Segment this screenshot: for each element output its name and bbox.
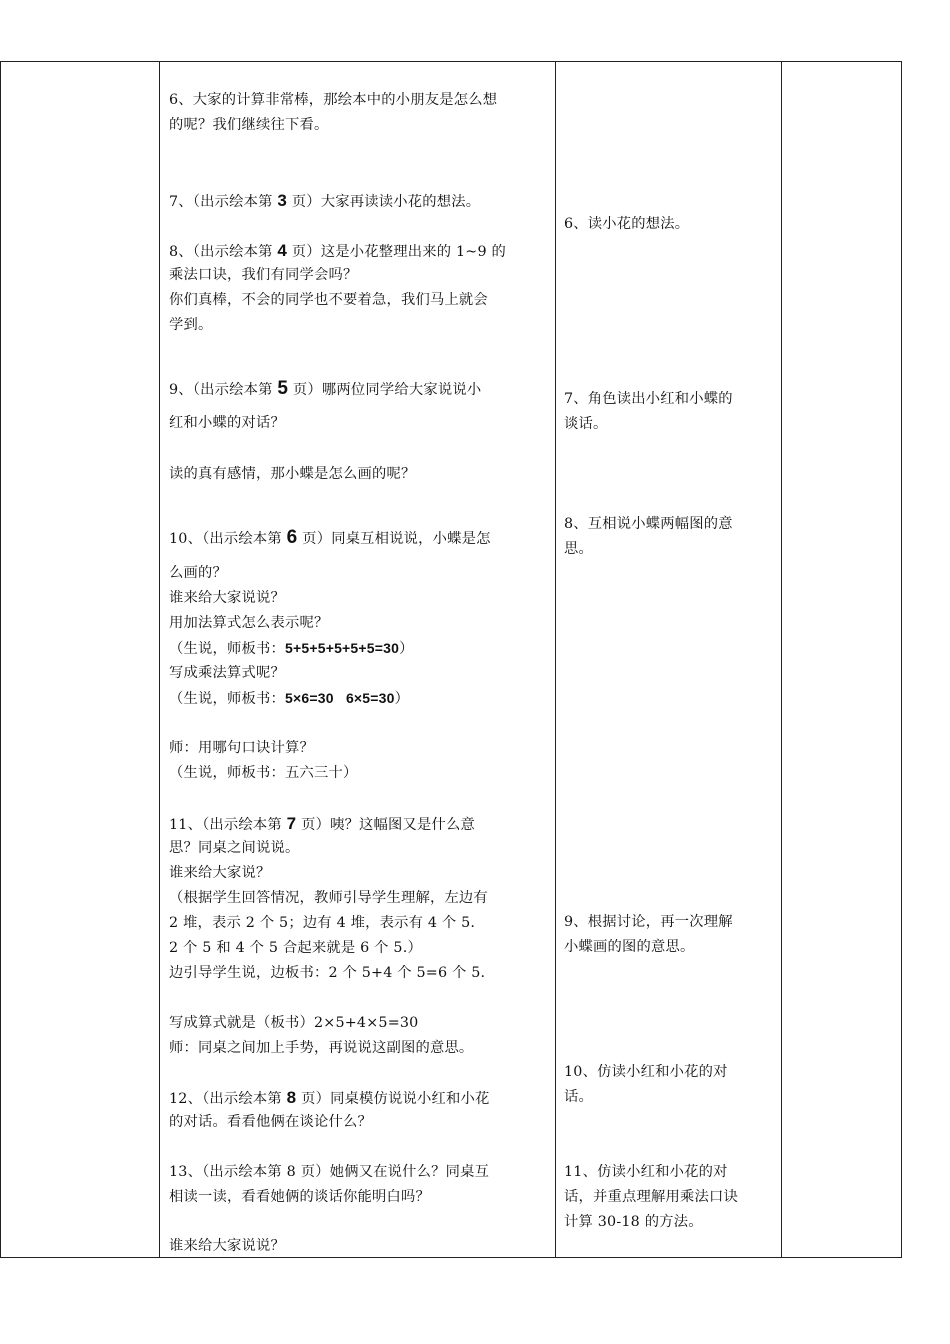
step-12-page-number: 8: [286, 1088, 297, 1107]
step-9-line-3: 读的真有感情，那小蝶是怎么画的呢？: [169, 466, 416, 482]
step-11-line-1: [169, 811, 549, 839]
step-13-line-3: 谁来给大家说说？: [169, 1238, 285, 1254]
step-10-line-5: [169, 636, 549, 663]
table-border-top: [0, 61, 902, 62]
board-note-suffix: ）: [399, 641, 414, 657]
step-9-prefix: 9、（出示绘本第: [169, 382, 278, 398]
step-10-text: 页）同桌互相说说，小蝶是怎: [297, 531, 491, 547]
step-10-line-8: 师：用哪句口诀计算？: [169, 740, 314, 756]
step-11-line-7: 边引导学生说，边板书：2 个 5+4 个 5=6 个 5.: [169, 965, 486, 981]
step-9-line-2: 红和小蝶的对话？: [169, 415, 285, 431]
step-8-page-number: 4: [277, 241, 288, 260]
step-10-line-9: （生说，师板书：五六三十）: [169, 765, 358, 781]
step-8-prefix: 8、（出示绘本第: [169, 244, 278, 260]
step-10-line-7: [169, 686, 549, 713]
student-step-11-line-3: 计算 30-18 的方法。: [564, 1214, 703, 1230]
step-11-line-5: 2 堆，表示 2 个 5；边有 4 堆，表示有 4 个 5.: [169, 915, 476, 931]
step-10-line-4: 用加法算式怎么表示呢？: [169, 615, 329, 631]
step-11-line-8: 写成算式就是（板书）2×5+4×5=30: [169, 1015, 419, 1031]
student-step-8-line-1: 8、互相说小蝶两幅图的意: [564, 516, 733, 532]
step-10-line-1: [169, 525, 549, 553]
table-border-left: [0, 61, 1, 1258]
student-step-6: 6、读小花的想法。: [564, 216, 690, 232]
step-7-page-number: 3: [277, 191, 288, 210]
student-step-11-line-2: 话，并重点理解用乘法口诀: [564, 1189, 738, 1205]
step-12-line-2: 的对话。看看他俩在谈论什么？: [169, 1114, 372, 1130]
step-11-line-4: （根据学生回答情况，教师引导学生理解，左边有: [169, 890, 488, 906]
step-9-page-number: 5: [277, 378, 289, 399]
step-7-text: 页）大家再读读小花的想法。: [287, 194, 481, 210]
student-step-11-line-1: 11、仿读小红和小花的对: [564, 1164, 728, 1180]
step-7-prefix: 7、（出示绘本第: [169, 194, 278, 210]
step-11-line-6: 2 个 5 和 4 个 5 合起来就是 6 个 5.）: [169, 940, 422, 956]
student-step-10-line-1: 10、仿读小红和小花的对: [564, 1064, 728, 1080]
student-step-8-line-2: 思。: [564, 541, 593, 557]
step-12-prefix: 12、（出示绘本第: [169, 1091, 287, 1107]
table-border-right: [901, 61, 902, 1258]
step-10-line-2: 么画的？: [169, 565, 227, 581]
step-12-text: 页）同桌模仿说说小红和小花: [296, 1091, 490, 1107]
table-divider-col2: [555, 61, 556, 1258]
step-13-line-2: 相读一读，看看她俩的谈话你能明白吗？: [169, 1189, 430, 1205]
board-note-suffix: ）: [394, 691, 410, 707]
step-10-page-number: 6: [286, 527, 298, 548]
step-8-text: 页）这是小花整理出来的 1~9 的: [287, 244, 506, 260]
student-step-7-line-2: 谈话。: [564, 416, 608, 432]
step-8-line-2: 乘法口诀，我们有同学会吗？: [169, 267, 358, 283]
step-8-line-3: 你们真棒，不会的同学也不要着急，我们马上就会: [169, 292, 488, 308]
step-6-line-2: 的呢？我们继续往下看。: [169, 117, 329, 133]
step-10-line-3: 谁来给大家说说？: [169, 590, 285, 606]
step-11-text: 页）咦？这幅图又是什么意: [296, 817, 476, 833]
board-note-prefix: （生说，师板书：: [169, 641, 285, 657]
step-11-page-number: 7: [286, 814, 297, 833]
step-8-line-4: 学到。: [169, 317, 213, 333]
step-11-line-3: 谁来给大家说？: [169, 865, 271, 881]
step-10-prefix: 10、（出示绘本第: [169, 531, 287, 547]
step-9-text: 页）哪两位同学给大家说说小: [288, 382, 482, 398]
step-9-line-1: [169, 376, 549, 404]
student-step-9-line-1: 9、根据讨论，再一次理解: [564, 914, 733, 930]
student-step-9-line-2: 小蝶画的图的意思。: [564, 939, 695, 955]
step-7: [169, 188, 549, 216]
step-11-prefix: 11、（出示绘本第: [169, 817, 287, 833]
table-divider-col3: [781, 61, 782, 1258]
step-11-line-2: 思？同桌之间说说。: [169, 840, 300, 856]
step-11-line-9: 师：同桌之间加上手势，再说说这副图的意思。: [169, 1040, 474, 1056]
student-step-10-line-2: 话。: [564, 1089, 593, 1105]
step-10-line-6: 写成乘法算式呢？: [169, 665, 285, 681]
step-8-line-1: [169, 238, 549, 266]
step-13-line-1: 13、（出示绘本第 8 页）她俩又在说什么？同桌互: [169, 1164, 490, 1180]
step-6-line-1: 6、大家的计算非常棒，那绘本中的小朋友是怎么想: [169, 92, 498, 108]
table-divider-col1: [159, 61, 160, 1258]
step-12-line-1: [169, 1085, 549, 1113]
board-note-prefix: （生说，师板书：: [169, 691, 285, 707]
student-step-7-line-1: 7、角色读出小红和小蝶的: [564, 391, 733, 407]
addition-equation: 5+5+5+5+5+5=30: [284, 640, 400, 656]
multiplication-equations: 5×6=30 6×5=30: [284, 690, 395, 706]
